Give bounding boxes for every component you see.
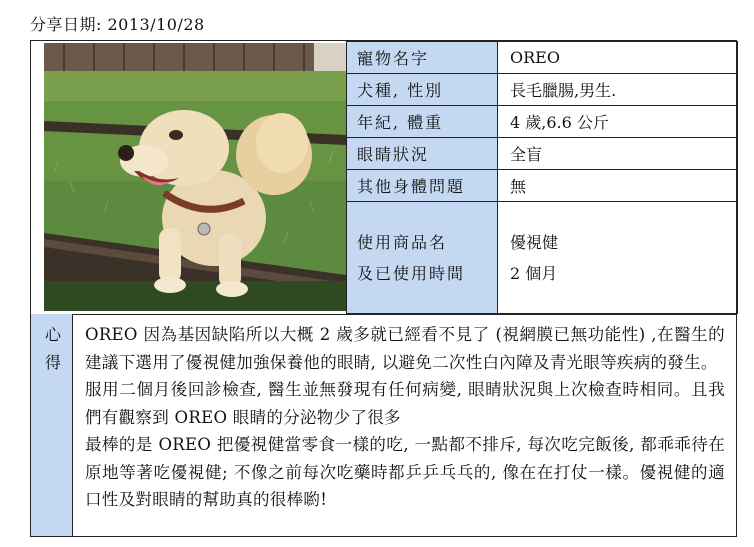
product-value-line2: 2 個月: [510, 263, 558, 283]
comment-label-char: 得: [45, 353, 62, 372]
info-value: 全盲: [498, 138, 738, 170]
comment-paragraph: OREO 因為基因缺陷所以大概 2 歲多就已經看不見了 (視網膜已無功能性) ,在醫生的建議下選用了優視健加強保養他的眼睛, 以避免二次性白內障及青光眼等疾病的發生。: [85, 325, 725, 372]
info-label: 犬種, 性別: [347, 74, 498, 106]
info-value: 長毛臘腸,男生.: [498, 74, 738, 106]
info-row-other-issues: [347, 170, 738, 202]
product-value: [498, 202, 738, 314]
comment-label-cell: [31, 314, 73, 536]
comment-paragraph: 最棒的是 OREO 把優視健當零食一樣的吃, 一點都不排斥, 每次吃完飯後, 都乖乖待在原地等著吃優視健; 不像之前每次吃藥時都乒乒乓乓的, 像在在打仗一樣。優視健的適口性及對眼睛的幫助真的很棒喲!: [85, 435, 725, 509]
info-label: 其他身體問題: [347, 170, 498, 202]
info-value: 無: [498, 170, 738, 202]
info-label: 寵物名字: [347, 42, 498, 74]
info-row-age-weight: [347, 106, 738, 138]
comment-label-char: 心: [45, 325, 62, 344]
dachshund-photo-image: [44, 43, 346, 311]
comment-paragraph: 服用二個月後回診檢查, 醫生並無發現有任何病變, 眼睛狀況與上次檢查時相同。且我們有觀察到 OREO 眼睛的分泌物少了很多: [85, 380, 725, 427]
info-row-product: [347, 202, 738, 314]
comment-divider: [31, 314, 736, 315]
info-value: 4 歲,6.6 公斤: [498, 106, 738, 138]
info-row-name: [347, 42, 738, 74]
info-row-breed-sex: [347, 74, 738, 106]
product-label: [347, 202, 498, 314]
pet-photo: [44, 43, 346, 311]
pet-testimonial-card: [30, 40, 737, 537]
product-label-line1: 使用商品名: [357, 232, 448, 252]
product-value-line1: 優視健: [510, 232, 559, 252]
comment-body: [85, 321, 725, 514]
info-value: OREO: [498, 42, 738, 74]
info-label: 眼睛狀況: [347, 138, 498, 170]
product-label-line2: 及已使用時間: [357, 263, 466, 283]
share-date: 分享日期: 2013/10/28: [30, 15, 205, 34]
pet-info-table: [346, 41, 738, 314]
info-label: 年紀, 體重: [347, 106, 498, 138]
info-row-eye-condition: [347, 138, 738, 170]
